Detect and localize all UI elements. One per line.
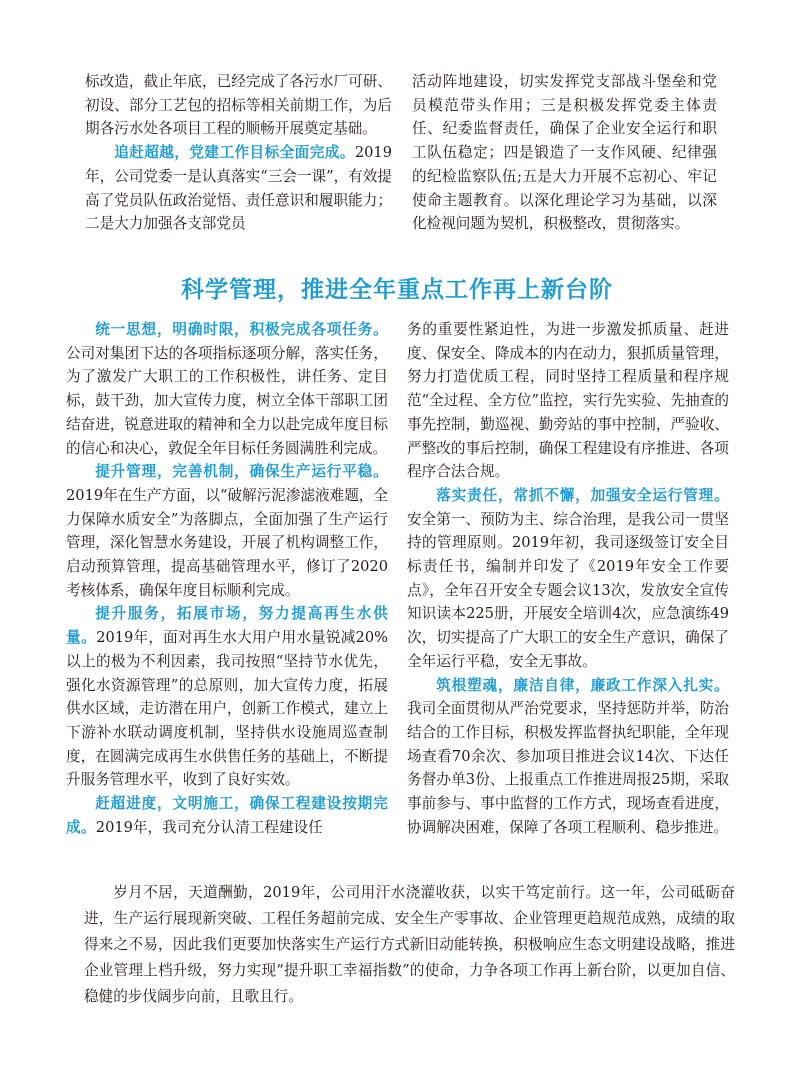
closing-paragraph: 岁月不居，天道酬勤，2019年，公司用汗水浇灌收获，以实干笃定前行。这一年，公司砥砺奋进，生产运行展现新突破、工程任务超前完成、安全生产零事故、企业管理更趋规范成熟，成绩的取得来之不易，因此我们更要加快落实生产运行方式新旧动能转换，积极响应生态文明建设战略，推进企业管理上档升级，努力实现“提升职工幸福指数”的使命，力争各项工作再上新台阶，以更加自信、稳健的步伐阔步向前，且歌且行。 bbox=[84, 884, 735, 1005]
paragraph-construction bbox=[66, 792, 388, 839]
paragraph-heading: 落实责任，常抓不懈，加强安全运行管理。 bbox=[436, 486, 729, 504]
paragraph-service bbox=[66, 602, 388, 792]
continued-paragraph: 务的重要性紧迫性，为进一步激发抓质量、赶进度、保安全、降成本的内在动力，狠抓质量管理，努力打造优质工程，同时坚持工程质量和程序规范“全过程、全方位”监控，实行先实验、先抽查的事先控制，勤巡视、勤旁站的事中控制，严验收、严整改的事后控制，确保工程建设有序推进、各项程序合法合规。 bbox=[407, 321, 729, 481]
section-title: 科学管理，推进全年重点工作再上新台阶 bbox=[181, 277, 613, 303]
top-right-column bbox=[412, 70, 717, 236]
paragraph-body: 2019年，面对再生水大用户用水量锐减20%以上的极为不利因素，我司按照“坚持节水优先，强化水资源管理”的总原则，加大宣传力度，拓展供水区域，走访潜在用户，创新工作模式，建立上下游补水联动调度机制，坚持供水设施周巡查制度，在圆满完成再生水供售任务的基础上，不断提升服务管理水平，收到了良好实效。 bbox=[66, 629, 388, 789]
paragraph-management bbox=[66, 460, 388, 602]
paragraph-heading: 筑根塑魂，廉洁自律，廉政工作深入扎实。 bbox=[436, 676, 729, 694]
closing-section bbox=[84, 880, 735, 1010]
paragraph-body: 2019年在生产方面，以“破解污泥渗滤液难题，全力保障水质安全”为落脚点，全面加强了生产运行管理，深化智慧水务建设，开展了机构调整工作，启动预算管理，提高基础管理水平，修订了2020考核体系，确保年度目标顺利完成。 bbox=[66, 486, 388, 599]
paragraph-body: 安全第一、预防为主、综合治理，是我公司一贯坚持的管理原则。2019年初，我司逐级签订安全目标责任书，编制并印发了《2019年安全工作要点》，全年召开安全专题会议13次，发放安全宣传知识读本225册，开展安全培训4次，应急演练49次，切实提高了广大职工的安全生产意识，确保了全年运行平稳，安全无事故。 bbox=[407, 510, 729, 670]
mid-right-column bbox=[407, 318, 729, 839]
paragraph-tasks bbox=[66, 318, 388, 460]
paragraph-body: 我司全面贯彻从严治党要求，坚持惩防并举，防治结合的工作目标，积极发挥监督执纪职能，全年现场查看70余次、参加项目推进会议14次、下达任务督办单3份、上报重点工作推进周报25期，采取事前参与、事中监督的工作方式，现场查看进度，协调解决困难，保障了各项工程顺利、稳步推进。 bbox=[407, 700, 729, 836]
paragraph-heading: 赶超进度，文明施工，确保工程建设按期完成。 bbox=[66, 795, 388, 836]
paragraph-heading: 提升服务，拓展市场，努力提高再生水供量。 bbox=[66, 605, 388, 647]
party-heading: 追赶超越，党建工作目标全面完成。 bbox=[114, 144, 355, 162]
paragraph-heading: 统一思想，明确时限，积极完成各项任务。 bbox=[95, 321, 388, 338]
top-left-column bbox=[85, 70, 392, 236]
paragraph-heading: 提升管理，完善机制，确保生产运行平稳。 bbox=[95, 463, 388, 481]
party-body: 2019年，公司党委一是认真落实“三会一课”，有效提高了党员队伍政治觉悟、责任意识和履职能力；二是大力加强各支部党员 bbox=[85, 144, 392, 233]
paragraph-safety bbox=[407, 484, 729, 674]
continued-paragraph: 标改造，截止年底，已经完成了各污水厂可研、初设、部分工艺包的招标等相关前期工作，为后期各污水处各项目工程的顺畅开展奠定基础。 bbox=[85, 73, 392, 138]
paragraph-body: 公司对集团下达的各项指标逐项分解，落实任务，为了激发广大职工的工作积极性，讲任务、定目标，鼓干劲，加大宣传力度，树立全体干部职工团结奋进，锐意进取的精神和全力以赴完成年度目标的信心和决心，敦促全年目标任务圆满胜利完成。 bbox=[66, 344, 388, 457]
mid-left-column bbox=[66, 318, 388, 839]
party-paragraph bbox=[85, 141, 392, 236]
paragraph-integrity bbox=[407, 674, 729, 840]
paragraph-body: 2019年，我司充分认清工程建设任 bbox=[95, 818, 323, 836]
continued-paragraph: 活动阵地建设，切实发挥党支部战斗堡垒和党员模范带头作用；三是积极发挥党委主体责任、纪委监督责任，确保了企业安全运行和职工队伍稳定；四是锻造了一支作风硬、纪律强的纪检监察队伍;五是大力开展不忘初心、牢记使命主题教育。以深化理论学习为基础，以深化检视问题为契机，积极整改，贯彻落实。 bbox=[412, 73, 717, 233]
